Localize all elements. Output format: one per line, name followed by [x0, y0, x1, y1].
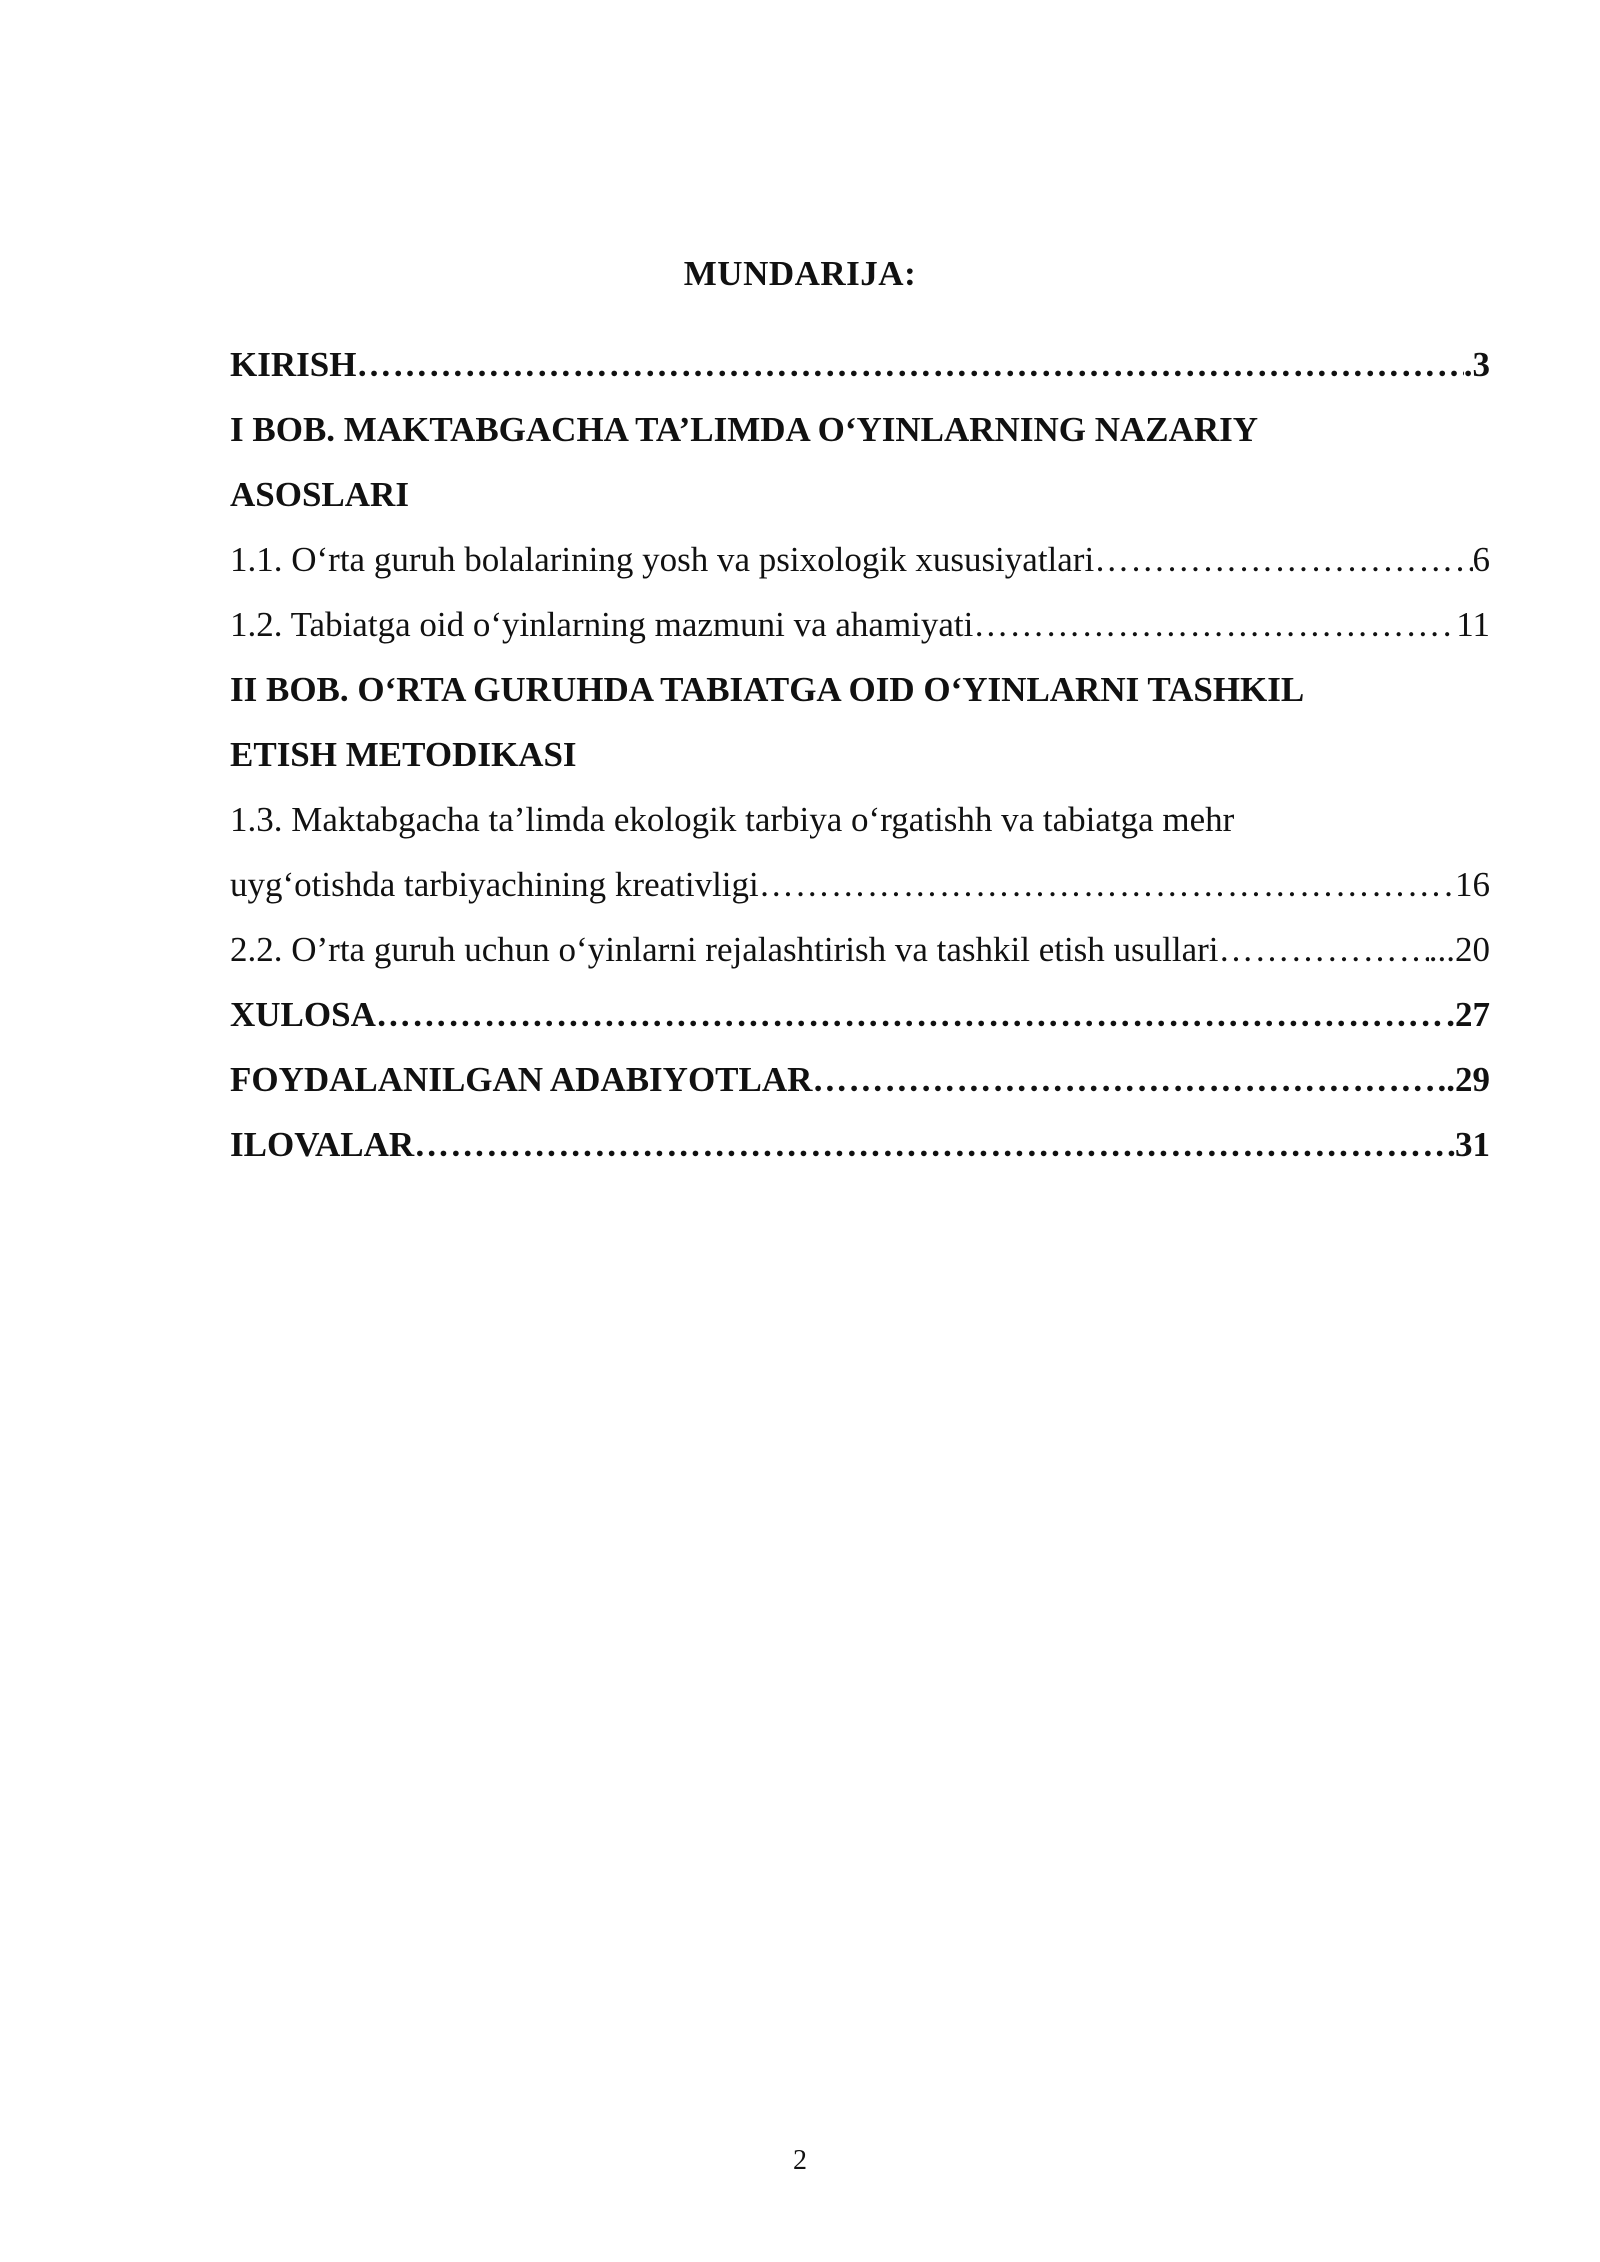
toc-chapter-2-line-2[interactable]: ETISH METODIKASI: [230, 735, 577, 774]
toc-leader: [812, 1047, 1437, 1112]
toc-entry-1-3-line-2[interactable]: [230, 852, 1490, 917]
toc-entry-label: KIRISH: [230, 345, 357, 384]
toc-entry-1-3-line-1[interactable]: 1.3. Maktabgacha ta’limda ekologik tarbiya o‘rgatishh va tabiatga mehr: [230, 800, 1235, 839]
toc-entry-label: 1.1. O‘rta guruh bolalarining yosh va psixologik xususiyatlari: [230, 540, 1095, 579]
toc-leader: [973, 592, 1456, 657]
toc-entry-label: uyg‘otishda tarbiyachining kreativligi: [230, 865, 759, 904]
toc-leader: [1094, 527, 1472, 592]
toc-leader: [356, 332, 1463, 397]
toc-chapter-1-line-2[interactable]: ASOSLARI: [230, 475, 409, 514]
toc-entry-page: 11: [1456, 605, 1490, 644]
toc-entry-label: 2.2. O’rta guruh uchun o‘yinlarni rejalashtirish va tashkil etish usullari: [230, 930, 1219, 969]
toc-entry-1-2[interactable]: [230, 592, 1490, 657]
toc-entry-tail: .: [1446, 995, 1455, 1034]
toc-entry-page: 3: [1472, 345, 1490, 384]
toc-chapter-2-line-1[interactable]: II BOB. O‘RTA GURUHDA TABIATGA OID O‘YINLARNI TASHKIL: [230, 670, 1305, 709]
table-of-contents: [230, 332, 1490, 1177]
toc-entry-page: 27: [1455, 995, 1490, 1034]
page-number: 2: [793, 2145, 807, 2176]
toc-leader: [414, 1112, 1455, 1177]
toc-entry-tail: .: [1463, 345, 1473, 384]
toc-entry-tail: ..: [1437, 1060, 1455, 1099]
toc-entry-label: ILOVALAR: [230, 1125, 415, 1164]
toc-leader: [759, 852, 1455, 917]
toc-entry-2-2[interactable]: [230, 917, 1490, 982]
toc-entry-page: 16: [1455, 865, 1490, 904]
toc-entry-label: FOYDALANILGAN ADABIYOTLAR: [230, 1060, 813, 1099]
page-title: MUNDARIJA:: [683, 254, 917, 293]
toc-entry-label: XULOSA: [230, 995, 376, 1034]
toc-entry-ilovalar[interactable]: [230, 1112, 1490, 1177]
toc-entry-kirish[interactable]: [230, 332, 1490, 397]
toc-entry-page: 29: [1455, 1060, 1490, 1099]
toc-leader: [1219, 917, 1429, 982]
toc-entry-xulosa[interactable]: [230, 982, 1490, 1047]
toc-leader: [376, 982, 1446, 1047]
toc-entry-page: 20: [1455, 930, 1490, 969]
toc-entry-page: 31: [1455, 1125, 1490, 1164]
toc-entry-1-1[interactable]: [230, 527, 1490, 592]
toc-chapter-1-line-1[interactable]: I BOB. MAKTABGACHA TA’LIMDA O‘YINLARNING NAZARIY: [230, 410, 1259, 449]
toc-entry-label: 1.2. Tabiatga oid o‘yinlarning mazmuni va ahamiyati: [230, 605, 974, 644]
toc-entry-adabiyotlar[interactable]: [230, 1047, 1490, 1112]
toc-entry-page: 6: [1472, 540, 1490, 579]
toc-entry-tail: ...: [1428, 930, 1455, 969]
